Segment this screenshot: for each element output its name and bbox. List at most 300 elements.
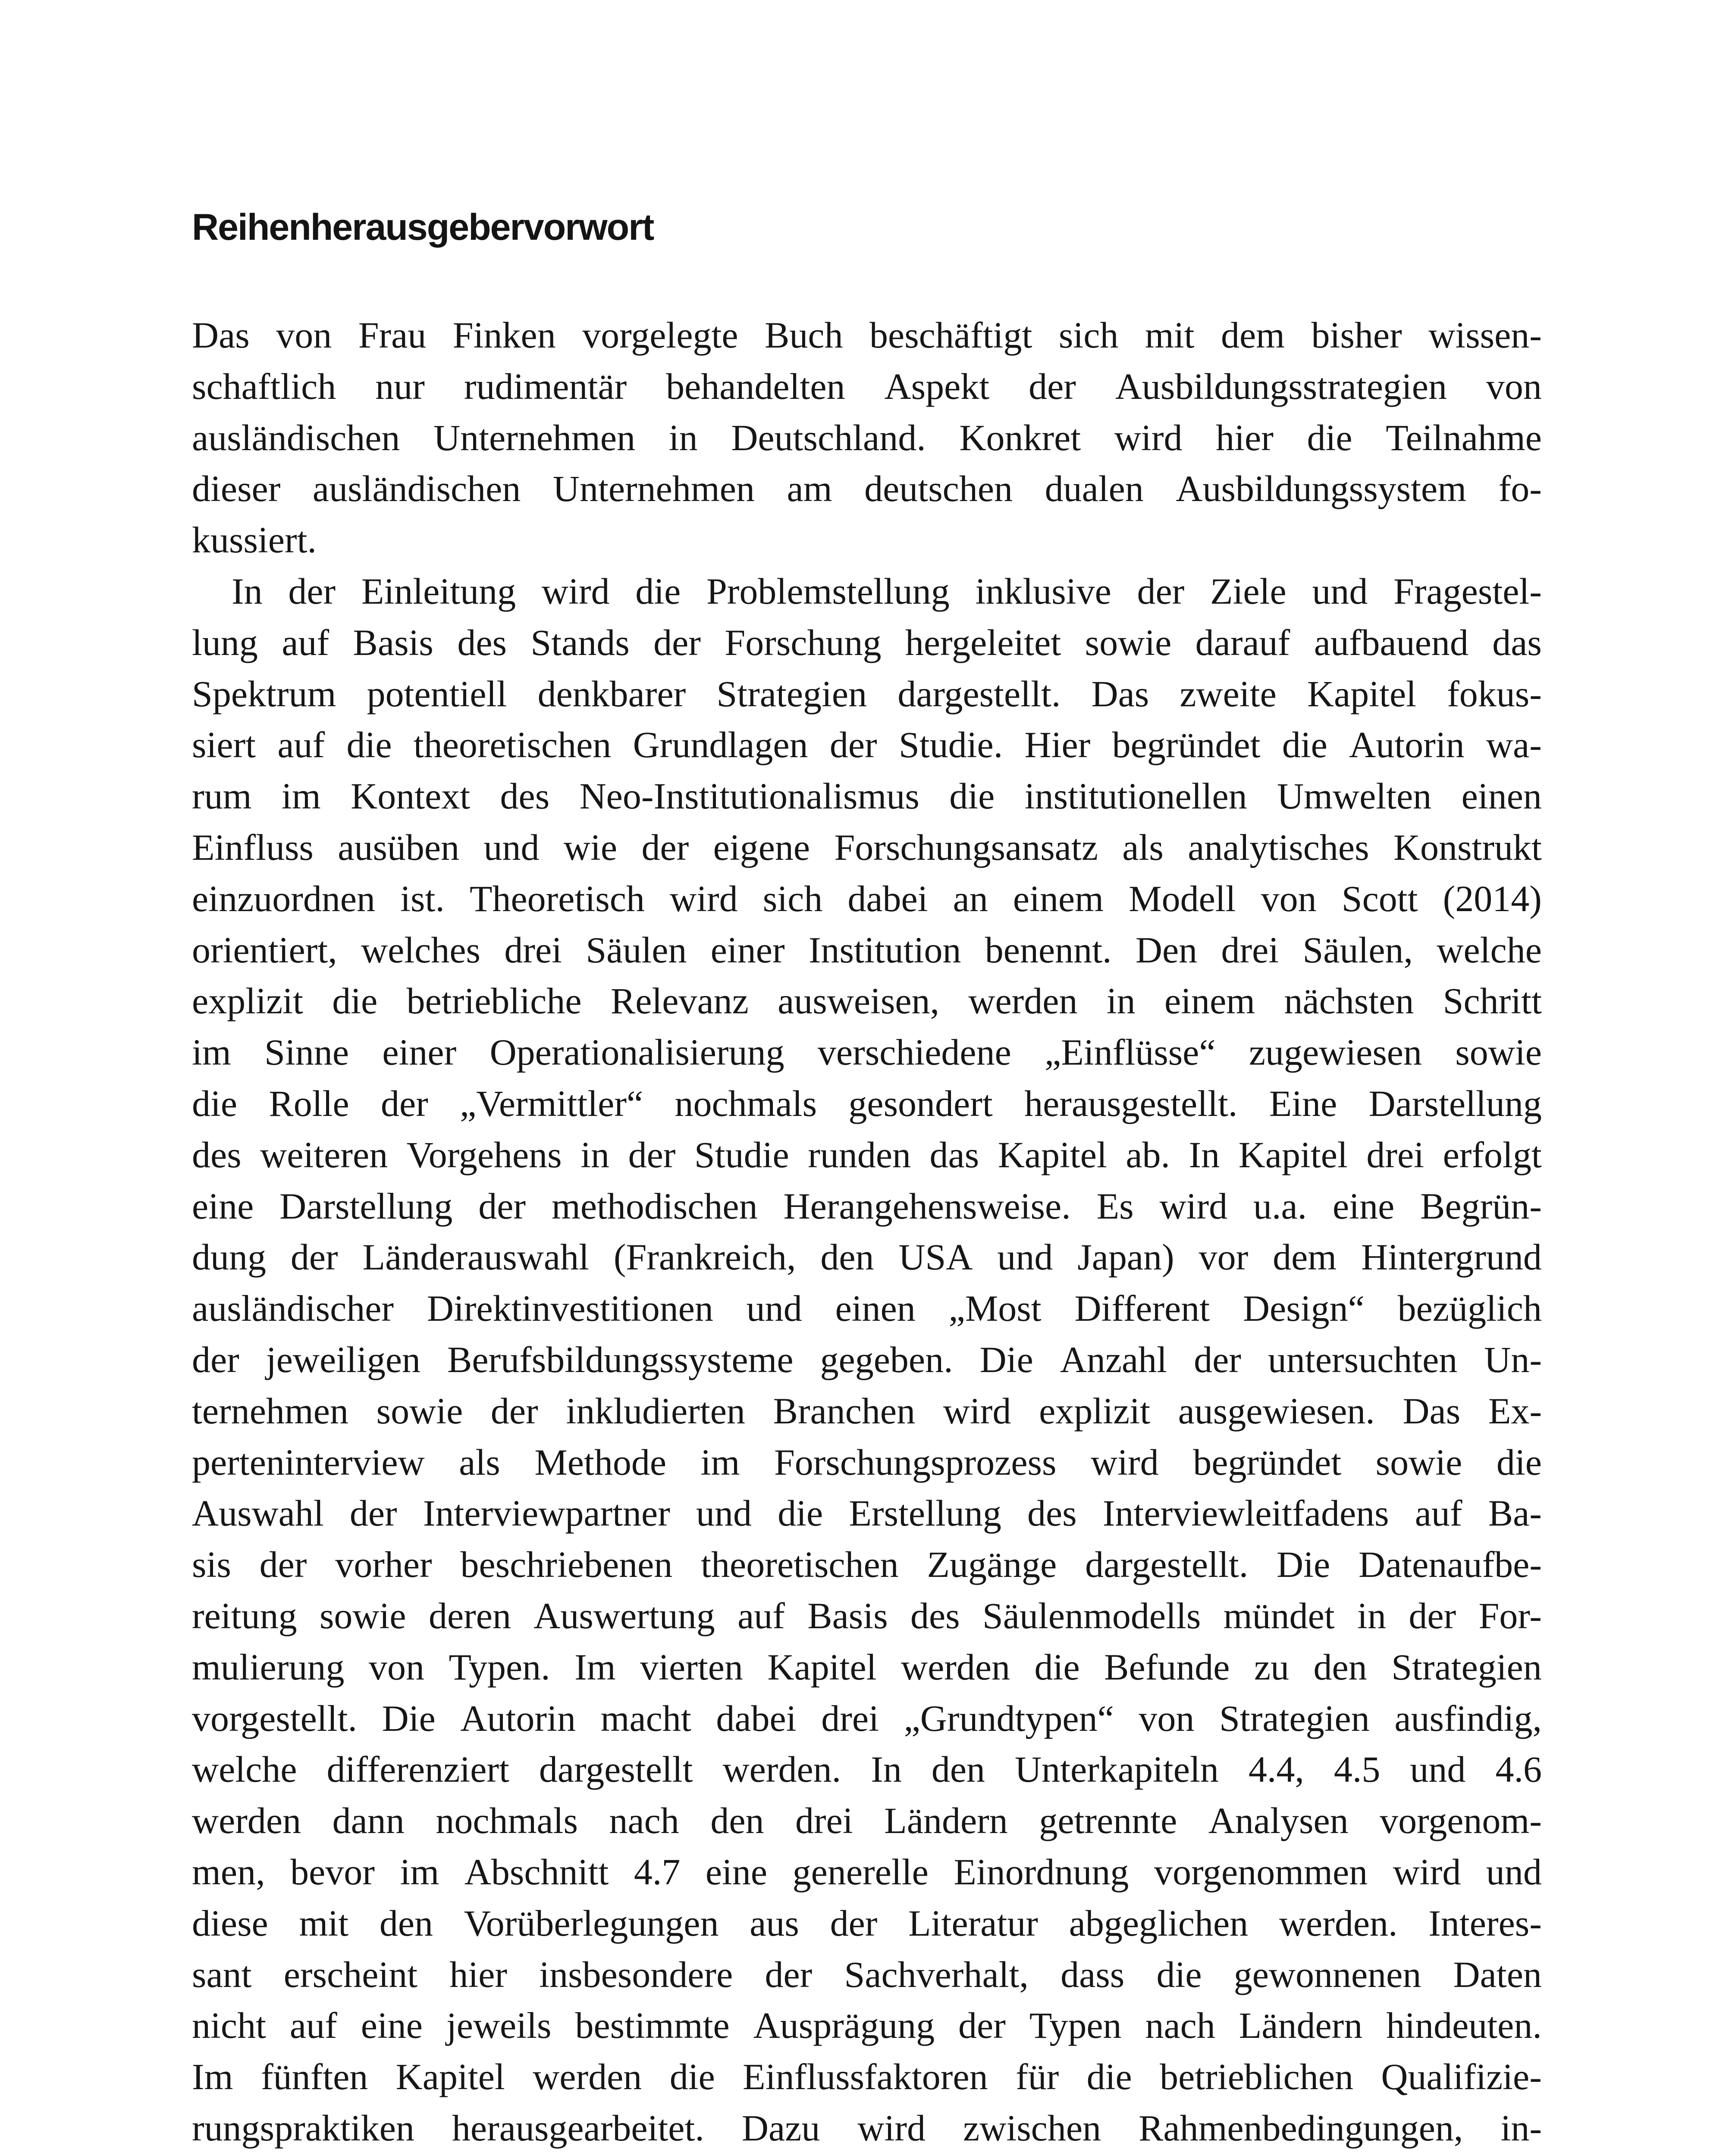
word: Autorin [1349, 724, 1465, 766]
text-line [192, 1949, 1542, 2000]
word: begründet [1193, 1441, 1342, 1483]
word: Kapitel [395, 2056, 505, 2098]
word: beschriebenen [460, 1544, 673, 1586]
word: als [459, 1441, 500, 1483]
word: Japan) [1077, 1236, 1174, 1278]
word: drei [504, 929, 562, 971]
word: 4.7 [634, 1851, 681, 1893]
word: der [653, 621, 701, 663]
word: der [259, 1544, 307, 1586]
word: siert [192, 724, 256, 766]
word: und [1486, 1851, 1542, 1893]
word: lung [192, 621, 258, 663]
word: Analysen [1208, 1800, 1349, 1842]
word [557, 2154, 612, 2156]
text-line [192, 1181, 1542, 1232]
word: Interviewleitfadens [1102, 1492, 1389, 1534]
word: und [997, 1236, 1053, 1278]
word: insbesondere [539, 1953, 733, 1995]
text-line [192, 1437, 1542, 1488]
word: Schritt [1443, 980, 1542, 1022]
word: dem [1273, 1236, 1337, 1278]
word: Studie. [898, 724, 1003, 766]
word: das [929, 1134, 979, 1175]
word: Auswahl [192, 1492, 324, 1534]
word [1251, 2154, 1367, 2156]
word: bisher [1311, 314, 1402, 356]
word: Konkret [959, 417, 1081, 458]
word: und [696, 1492, 752, 1534]
word: die [1307, 417, 1352, 458]
word: drei [1366, 1134, 1425, 1175]
word: Studie [694, 1134, 789, 1175]
word: Direktinvestitionen [427, 1288, 713, 1329]
word: fünften [260, 2056, 368, 2098]
word: sowie [1085, 621, 1172, 663]
text-line [192, 1129, 1542, 1181]
word: erfolgt [1443, 1134, 1542, 1175]
text-line [192, 2103, 1542, 2154]
text-line [192, 1846, 1542, 1898]
word: begründet [1112, 724, 1261, 766]
word: Different [1074, 1288, 1210, 1329]
word: werden [901, 1646, 1010, 1688]
word: Kapitel [998, 1134, 1107, 1175]
word: der [288, 570, 336, 612]
word: In [871, 1749, 902, 1790]
word: Typen [1029, 2005, 1122, 2046]
word: untersuchten [1268, 1338, 1458, 1380]
word: einer [710, 929, 785, 971]
word: für [1015, 2056, 1059, 2098]
word: werden. [722, 1749, 841, 1790]
word: Buch [765, 314, 843, 356]
word: eine [705, 1851, 768, 1893]
word: des [457, 621, 507, 663]
word: einen [835, 1288, 916, 1329]
word: sowie [376, 1390, 463, 1432]
word: die [635, 570, 681, 612]
word: der [830, 1902, 878, 1944]
word: Anzahl [1060, 1338, 1167, 1380]
word: das [1492, 621, 1542, 663]
word: Kapitel [767, 1646, 877, 1688]
word: Kapitel [1307, 673, 1417, 714]
word: von [1486, 365, 1542, 407]
word: Teilnahme [1386, 417, 1542, 458]
word: die [778, 1492, 823, 1534]
text-line [192, 1078, 1542, 1129]
word: einem [1164, 980, 1255, 1022]
word: wird [1159, 1185, 1228, 1227]
word: sich [762, 877, 823, 919]
word: eine [1333, 1185, 1395, 1227]
word: dualen [1045, 468, 1144, 510]
word: mit [299, 1902, 349, 1944]
word: Dazu [741, 2107, 820, 2149]
text-line [192, 1232, 1542, 1283]
word: Vorüberlegungen [464, 1902, 719, 1944]
word: werden [192, 1800, 301, 1842]
word: wird [670, 877, 738, 919]
word: vorgenommen [1154, 1851, 1368, 1893]
word: Ausbildungsstrategien [1115, 365, 1447, 407]
word: dem [1221, 314, 1285, 356]
word: die [346, 724, 392, 766]
word: die [669, 2056, 715, 2098]
word: der [1137, 570, 1185, 612]
word: ist. [400, 877, 445, 919]
body-text [192, 310, 1542, 2156]
word: For- [1478, 1595, 1542, 1636]
word: Scott [1341, 877, 1418, 919]
word: Datenaufbe- [1359, 1544, 1542, 1586]
text-line [192, 924, 1542, 976]
word: potentiell [367, 673, 507, 714]
word: Finken [452, 314, 556, 356]
word: Berufsbildungssysteme [447, 1338, 794, 1380]
word: Ex- [1488, 1390, 1542, 1432]
word: ausüben [338, 826, 460, 868]
word: vierten [640, 1646, 743, 1688]
word: des [910, 1595, 960, 1636]
word: die [332, 980, 378, 1022]
word: Strategien [1391, 1646, 1542, 1688]
word: der [381, 1082, 428, 1124]
word: deren [428, 1595, 511, 1636]
word: Einleitung [361, 570, 516, 612]
word: drei [795, 1800, 853, 1842]
word [815, 2154, 1007, 2156]
word: weiteren [260, 1134, 388, 1175]
word: inkludierten [566, 1390, 745, 1432]
text-line [192, 719, 1542, 771]
word: Spektrum [192, 673, 336, 714]
word: „Most [948, 1288, 1042, 1329]
word: der [765, 1953, 813, 1995]
word: Säulenmodells [982, 1595, 1201, 1636]
word: Grundlagen [633, 724, 808, 766]
word: von [368, 1646, 424, 1688]
word: die [1086, 2056, 1132, 2098]
word: rum [192, 775, 252, 817]
word: bezüglich [1397, 1288, 1542, 1329]
word: Im [192, 2056, 233, 2098]
word: reitung [192, 1595, 297, 1636]
word: betriebliche [406, 980, 582, 1022]
word: eine [361, 2005, 423, 2046]
word: hergeleitet [905, 621, 1061, 663]
word: institutionellen [1024, 775, 1247, 817]
word: der [641, 826, 689, 868]
word: Stands [530, 621, 630, 663]
word: bestimmte [575, 2005, 730, 2046]
word: Die [1277, 1544, 1330, 1586]
word: im [700, 1441, 740, 1483]
word: Säulen [586, 929, 687, 971]
word: Unternehmen [552, 468, 755, 510]
word: inklusive [975, 570, 1111, 612]
word: die [1034, 1646, 1080, 1688]
word: Es [1096, 1185, 1134, 1227]
word: aus [750, 1902, 799, 1944]
word: Fragestel- [1393, 570, 1542, 612]
word: gegeben. [820, 1338, 953, 1380]
word: Branchen [773, 1390, 916, 1432]
word: diese [192, 1902, 268, 1944]
word: Rahmenbedingungen, [1139, 2107, 1463, 2149]
text-line [192, 771, 1542, 822]
word: u.a. [1253, 1185, 1307, 1227]
word: Strategien [1219, 1697, 1370, 1739]
word: die [1156, 1953, 1202, 1995]
word: ab. [1126, 1134, 1170, 1175]
text-line [192, 1385, 1542, 1437]
word: wird [1091, 1441, 1159, 1483]
word: Ländern [1239, 2005, 1363, 2046]
text-line [192, 1488, 1542, 1539]
word: Neo-Institutionalismus [579, 775, 919, 817]
word: in [1357, 1595, 1386, 1636]
word: Problemstellung [706, 570, 950, 612]
word: ausländischen [192, 417, 400, 458]
word: sowie [1455, 1031, 1542, 1073]
word: Theoretisch [469, 877, 645, 919]
text-line [192, 412, 1542, 464]
word: differenziert [326, 1749, 509, 1790]
word: Einflussfaktoren [743, 2056, 988, 2098]
word: auf [737, 1595, 785, 1636]
word: „Grundtypen“ [904, 1697, 1114, 1739]
word: generelle [792, 1851, 929, 1893]
word: Rolle [269, 1082, 349, 1124]
word: Frau [358, 314, 427, 356]
word: Ausprägung [753, 2005, 935, 2046]
word: denkbarer [537, 673, 686, 714]
word: In [1189, 1134, 1220, 1175]
word: an [953, 877, 988, 919]
word: verschiedene [817, 1031, 1011, 1073]
word: sich [1058, 314, 1119, 356]
word: Säulen, [1302, 929, 1413, 971]
text-line [192, 1590, 1542, 1642]
word: werden. [1279, 1902, 1398, 1944]
word: bevor [290, 1851, 375, 1893]
word: jeweils [446, 2005, 552, 2046]
text-line [192, 514, 1542, 566]
word [192, 2154, 367, 2156]
word: einzuordnen [192, 877, 376, 919]
word: erscheint [283, 1953, 418, 1995]
word: den [710, 1800, 764, 1842]
word: Forschung [725, 621, 882, 663]
text-line [192, 975, 1542, 1027]
word: dass [1061, 1953, 1125, 1995]
word: Hier [1024, 724, 1091, 766]
word [1116, 2154, 1225, 2156]
word: dabei [716, 1697, 797, 1739]
word: den [379, 1902, 433, 1944]
word: Einordnung [954, 1851, 1129, 1893]
word: eine [192, 1185, 254, 1227]
text-line [192, 668, 1542, 720]
word: Forschungsprozess [774, 1441, 1057, 1483]
word: auf [1415, 1492, 1462, 1534]
word: macht [600, 1697, 691, 1739]
word: vorgenom- [1380, 1800, 1542, 1842]
word: nächsten [1284, 980, 1414, 1022]
word: einen [1461, 775, 1542, 817]
word: dieser [192, 468, 281, 510]
word: ausländischer [192, 1288, 394, 1329]
word: mündet [1223, 1595, 1335, 1636]
word: Relevanz [610, 980, 749, 1022]
word: werden [533, 2056, 642, 2098]
word: nochmals [436, 1800, 578, 1842]
word: zugewiesen [1249, 1031, 1422, 1073]
word: men, [192, 1851, 265, 1893]
word: wissen- [1428, 314, 1542, 356]
word: gesondert [848, 1082, 993, 1124]
word: analytisches [1188, 826, 1369, 868]
word: Autorin [460, 1697, 576, 1739]
text-line [192, 873, 1542, 924]
word: Basis [807, 1595, 888, 1636]
page-title: Reihenherausgebervorwort [192, 207, 654, 248]
word: und [1312, 570, 1368, 612]
word: vor [1199, 1236, 1249, 1278]
word: hier [449, 1953, 508, 1995]
word: abgeglichen [1069, 1902, 1249, 1944]
word: Daten [1453, 1953, 1542, 1995]
word: Typen. [449, 1646, 550, 1688]
text-line [192, 566, 1542, 617]
word: wie [563, 826, 618, 868]
word: benennt. [985, 929, 1112, 971]
word: dabei [847, 877, 928, 919]
text-line [192, 617, 1542, 668]
word: sis [192, 1544, 231, 1586]
word: Kontext [351, 775, 471, 817]
word: Das [192, 314, 250, 356]
word: einer [382, 1031, 457, 1073]
word: zwischen [963, 2107, 1101, 2149]
word: gewonnenen [1233, 1953, 1421, 1995]
word: und [483, 826, 540, 868]
word: ternehmen [192, 1390, 348, 1432]
text-line [192, 822, 1542, 873]
word: In [232, 570, 263, 612]
word: nur [375, 365, 425, 407]
word: „Vermittler“ [460, 1082, 643, 1124]
word: nach [609, 1800, 679, 1842]
text-line [192, 463, 1542, 514]
word: Im [574, 1646, 616, 1688]
word: nochmals [675, 1082, 817, 1124]
word: sant [192, 1953, 252, 1995]
word: Ausbildungssystem [1176, 468, 1467, 510]
word: 4.5 [1334, 1749, 1381, 1790]
text-line [192, 1334, 1542, 1385]
word: Abschnitt [464, 1851, 609, 1893]
word: Deutschland. [731, 417, 926, 458]
word: wird [1114, 417, 1183, 458]
word: methodischen [551, 1185, 758, 1227]
word: der [1029, 365, 1076, 407]
word: perteninterview [192, 1441, 425, 1483]
word: wird [857, 2107, 926, 2149]
word: den [820, 1236, 874, 1278]
word: betrieblichen [1160, 2056, 1353, 2098]
word: Vorgehens [406, 1134, 562, 1175]
word: ausgewiesen. [1178, 1390, 1375, 1432]
word: ausweisen, [778, 980, 940, 1022]
word: der [829, 724, 877, 766]
word: im [400, 1851, 439, 1893]
word: in [1106, 980, 1136, 1022]
word: wird [541, 570, 610, 612]
word: zu [1254, 1646, 1290, 1688]
word: mulierung [192, 1646, 345, 1688]
text-line [192, 1027, 1542, 1078]
word: rungspraktiken [192, 2107, 414, 2149]
word [1392, 2154, 1442, 2156]
word: zweite [1180, 673, 1277, 714]
word: hindeuten. [1386, 2005, 1542, 2046]
word: eigene [713, 826, 810, 868]
word: im [192, 1031, 231, 1073]
text-line [192, 361, 1542, 412]
text-line [192, 1795, 1542, 1846]
text-line-content: kussiert. [192, 519, 317, 561]
word: den [931, 1749, 985, 1790]
word: USA [898, 1236, 973, 1278]
word: Eine [1269, 1082, 1337, 1124]
word: drei [1221, 929, 1279, 971]
word: der [1194, 1338, 1241, 1380]
word: Darstellung [279, 1185, 453, 1227]
word: 4.4, [1248, 1749, 1304, 1790]
text-line [192, 1693, 1542, 1744]
word: Auswertung [533, 1595, 715, 1636]
word: orientiert, [192, 929, 337, 971]
word: (2014) [1443, 877, 1542, 919]
word: Qualifizie- [1381, 2056, 1542, 2098]
word: von [1261, 877, 1317, 919]
word: Die [382, 1697, 436, 1739]
word: mit [1145, 314, 1195, 356]
word: vorgelegte [582, 314, 738, 356]
word: in [580, 1134, 610, 1175]
word: Einfluss [192, 826, 314, 868]
word: dung [192, 1236, 266, 1278]
word: deutschen [864, 468, 1013, 510]
word: der [290, 1236, 338, 1278]
word: Literatur [908, 1902, 1038, 1944]
word: die [192, 1082, 238, 1124]
word: rudimentär [464, 365, 627, 407]
word: welches [361, 929, 480, 971]
word: welche [192, 1749, 297, 1790]
word: Institution [808, 929, 961, 971]
word: Umwelten [1277, 775, 1432, 817]
word: Ba- [1488, 1492, 1542, 1534]
word: Die [979, 1338, 1033, 1380]
word: beschäftigt [869, 314, 1032, 356]
text-line [192, 1283, 1542, 1334]
word [393, 2154, 531, 2156]
word: der [628, 1134, 676, 1175]
